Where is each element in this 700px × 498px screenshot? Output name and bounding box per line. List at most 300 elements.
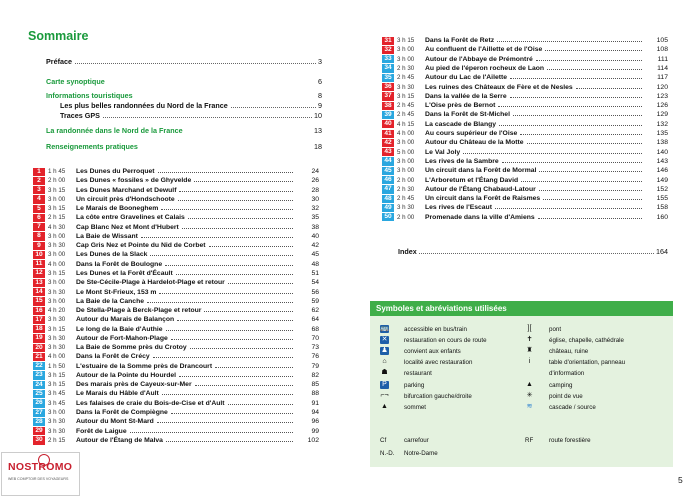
route-title: L'Oise près de Bernot <box>425 102 496 110</box>
toc-entry[interactable] <box>46 126 322 136</box>
route-number-badge: 26 <box>33 399 45 407</box>
route-page: 138 <box>656 139 668 147</box>
leader-dots <box>204 311 293 312</box>
route-title: L'estuaire de la Somme près de Drancourt <box>76 362 213 370</box>
logo-tagline: WEB COMPTOIR DES VOYAGEURS <box>8 477 69 481</box>
parking-icon: P <box>380 381 389 389</box>
route-page: 40 <box>311 232 319 240</box>
route-number-badge: 22 <box>33 362 45 370</box>
route-row[interactable] <box>382 185 668 194</box>
route-row[interactable] <box>33 315 319 324</box>
route-number-badge: 36 <box>382 83 394 91</box>
abbreviation-code: N.-D. <box>380 450 395 457</box>
route-duration: 3 h 30 <box>48 334 66 342</box>
leader-dots <box>195 385 293 386</box>
route-duration: 3 h 30 <box>48 427 66 435</box>
route-title: Le Val Joly <box>425 148 461 156</box>
route-title: La côte entre Gravelines et Calais <box>76 214 185 222</box>
route-number-badge: 39 <box>382 111 394 119</box>
legend-label: accessible en bus/train <box>404 326 467 333</box>
leader-dots <box>147 302 293 303</box>
route-page: 120 <box>656 83 668 91</box>
child-icon: ♟ <box>381 347 388 355</box>
leader-dots <box>538 218 642 219</box>
route-title: La Baie de Somme près du Crotoy <box>76 344 187 352</box>
route-row[interactable] <box>382 166 668 175</box>
legend-label: pont <box>549 326 562 333</box>
route-page: 35 <box>311 214 319 222</box>
toc-entry[interactable] <box>60 101 322 111</box>
route-duration: 3 h 30 <box>48 288 66 296</box>
route-page: 85 <box>311 381 319 389</box>
route-duration: 3 h 45 <box>48 399 66 407</box>
legend-label: table d'orientation, panneau <box>549 359 626 367</box>
route-page: 54 <box>311 279 319 287</box>
route-duration: 2 h 45 <box>397 74 415 82</box>
route-row[interactable] <box>382 45 668 54</box>
route-title: Un circuit dans la Forêt de Mormal <box>425 167 537 175</box>
route-page: 28 <box>311 186 319 194</box>
route-number-badge: 45 <box>382 167 394 175</box>
leader-dots <box>539 171 642 172</box>
route-duration: 2 h 00 <box>397 176 415 184</box>
leader-dots <box>510 97 642 98</box>
toc-entry-title: La randonnée dans le Nord de la France <box>46 126 183 135</box>
route-duration: 1 h 50 <box>48 362 66 370</box>
route-title: Autour de l'Étang Chabaud-Latour <box>425 185 536 193</box>
toc-entry-page: 3 <box>318 57 322 66</box>
leader-dots <box>194 181 293 182</box>
route-row[interactable] <box>33 195 319 204</box>
leader-dots <box>209 246 293 247</box>
orientation-icon: i <box>528 358 531 366</box>
route-row[interactable] <box>33 352 319 361</box>
route-row[interactable] <box>382 176 668 185</box>
leader-dots <box>161 209 293 210</box>
route-duration: 2 h 30 <box>397 185 415 193</box>
legend-label: cascade / source <box>549 403 596 411</box>
route-page: 158 <box>656 204 668 212</box>
route-page: 30 <box>311 195 319 203</box>
route-duration: 3 h 15 <box>397 37 415 44</box>
leader-dots <box>539 190 642 191</box>
route-page: 96 <box>311 418 319 426</box>
restaurant-icon: ✕ <box>381 336 388 344</box>
route-title: Les falaises de craie du Bois-de-Cise et d'Ault <box>76 399 225 407</box>
route-page: 94 <box>311 409 319 417</box>
legend-heading: Symboles et abréviations utilisées <box>370 301 673 316</box>
route-number-badge: 23 <box>33 371 45 379</box>
viewpoint-icon: ✳ <box>526 391 533 399</box>
leader-dots <box>166 441 293 442</box>
route-duration: 3 h 15 <box>48 371 66 379</box>
legend-label: restaurant <box>404 370 432 378</box>
index-label: Index <box>398 247 417 256</box>
route-number-badge: 41 <box>382 130 394 138</box>
route-page: 45 <box>311 251 319 259</box>
leader-dots <box>521 181 642 182</box>
route-duration: 3 h 30 <box>48 418 66 426</box>
leader-dots <box>179 376 293 377</box>
leader-dots <box>150 255 293 256</box>
route-row[interactable] <box>33 399 319 408</box>
route-page: 82 <box>311 371 319 379</box>
leader-dots <box>510 78 642 79</box>
abbreviation-label: Notre-Dame <box>404 450 438 457</box>
route-duration: 3 h 00 <box>397 167 415 175</box>
legend-label: parking <box>404 381 425 389</box>
route-duration: 3 h 45 <box>48 390 66 398</box>
toc-entry[interactable] <box>46 142 322 152</box>
route-row[interactable] <box>33 436 319 445</box>
route-duration: 3 h 15 <box>48 325 66 333</box>
route-number-badge: 25 <box>33 390 45 398</box>
route-number-badge: 46 <box>382 176 394 184</box>
route-number-badge: 14 <box>33 288 45 296</box>
route-number-badge: 27 <box>33 409 45 417</box>
toc-entry-title: Renseignements pratiques <box>46 142 138 151</box>
legend-label: château, ruine <box>549 348 589 356</box>
route-title: Les Dunes et la Forêt d'Écault <box>76 269 173 277</box>
leader-dots <box>497 41 642 42</box>
route-number-badge: 30 <box>33 436 45 444</box>
route-number-badge: 34 <box>382 64 394 72</box>
route-duration: 3 h 30 <box>48 344 66 352</box>
toc-entry-page: 10 <box>314 111 322 120</box>
route-number-badge: 3 <box>33 186 45 194</box>
route-duration: 3 h 00 <box>48 195 66 203</box>
route-title: Autour du Lac de l'Ailette <box>425 74 508 82</box>
route-row[interactable] <box>382 129 668 138</box>
route-row[interactable] <box>382 203 668 212</box>
toc-entry-title: Les plus belles randonnées du Nord de la France <box>60 101 228 110</box>
route-number-badge: 31 <box>382 37 394 45</box>
route-row[interactable] <box>33 288 319 297</box>
route-row[interactable] <box>33 371 319 380</box>
route-number-badge: 42 <box>382 139 394 147</box>
route-row[interactable] <box>33 269 319 278</box>
leader-dots <box>543 199 642 200</box>
route-number-badge: 48 <box>382 195 394 203</box>
leader-dots <box>130 432 293 433</box>
leader-dots <box>188 218 293 219</box>
abbreviation-code: RF <box>525 437 534 444</box>
route-duration: 3 h 15 <box>48 186 66 194</box>
route-title: Autour de l'Abbaye de Prémontré <box>425 55 533 63</box>
route-number-badge: 6 <box>33 214 45 222</box>
leader-dots <box>545 50 642 51</box>
route-row[interactable] <box>33 306 319 315</box>
route-title: Au cours supérieur de l'Oise <box>425 130 518 137</box>
route-row[interactable] <box>33 389 319 398</box>
route-duration: 3 h 00 <box>397 55 415 63</box>
toc-entry-page: 8 <box>318 91 322 100</box>
route-number-badge: 20 <box>33 344 45 352</box>
route-number-badge: 49 <box>382 204 394 212</box>
legend-box <box>370 301 673 467</box>
route-row[interactable] <box>33 186 319 195</box>
route-row[interactable] <box>382 213 668 222</box>
leader-dots <box>153 357 293 358</box>
route-title: Dans la Forêt de St-Michel <box>425 111 510 119</box>
route-duration: 3 h 00 <box>397 46 415 54</box>
route-number-badge: 33 <box>382 55 394 63</box>
route-title: Au pied de l'éperon rocheux de Laon <box>425 64 545 72</box>
route-duration: 4 h 30 <box>48 223 66 231</box>
route-duration: 4 h 20 <box>48 307 66 315</box>
route-page: 56 <box>311 288 319 296</box>
route-title: Autour du Château de la Motte <box>425 139 524 147</box>
toc-entry-title: Préface <box>46 57 72 66</box>
route-page: 48 <box>311 260 319 268</box>
toc-entry-page: 13 <box>314 126 322 135</box>
restaurant-house-icon: ☗ <box>381 369 388 377</box>
route-number-badge: 24 <box>33 381 45 389</box>
route-page: 149 <box>656 176 668 184</box>
route-row[interactable] <box>382 73 668 82</box>
route-row[interactable] <box>33 343 319 352</box>
route-duration: 3 h 15 <box>397 92 415 100</box>
route-row[interactable] <box>382 55 668 64</box>
route-duration: 2 h 45 <box>397 111 415 119</box>
route-page: 108 <box>656 46 668 54</box>
route-title: Cap Gris Nez et Pointe du Nid de Corbet <box>76 242 206 250</box>
route-row[interactable] <box>33 408 319 417</box>
route-row[interactable] <box>382 92 668 101</box>
route-row[interactable] <box>33 167 319 176</box>
route-duration: 3 h 30 <box>48 316 66 324</box>
toc-entry[interactable] <box>46 57 322 67</box>
legend-label: bifurcation gauche/droite <box>404 392 472 400</box>
leader-dots <box>171 413 293 414</box>
route-title: Un circuit dans la Forêt de Raismes <box>425 195 541 203</box>
route-row[interactable] <box>382 64 668 73</box>
route-duration: 2 h 00 <box>48 177 66 185</box>
route-title: La Baie de la Canche <box>76 297 144 305</box>
toc-entry-page: 9 <box>318 101 322 110</box>
route-page: 62 <box>311 307 319 315</box>
route-row[interactable] <box>33 204 319 213</box>
route-title: Des marais près de Cayeux-sur-Mer <box>76 381 192 389</box>
leader-dots <box>177 320 293 321</box>
route-number-badge: 21 <box>33 353 45 361</box>
abbreviation-label: route forestière <box>549 437 591 444</box>
legend-label: église, chapelle, cathédrale <box>549 337 624 345</box>
route-title: Le Marais du Hâble d'Ault <box>76 390 159 398</box>
route-duration: 3 h 15 <box>48 205 66 213</box>
route-number-badge: 2 <box>33 177 45 185</box>
route-title: Autour de l'Étang de Malva <box>76 436 163 444</box>
route-number-badge: 13 <box>33 279 45 287</box>
leader-dots <box>190 348 293 349</box>
toc-entry[interactable] <box>46 77 322 87</box>
bridge-icon: ][ <box>527 325 532 332</box>
route-row[interactable] <box>33 278 319 287</box>
route-page: 123 <box>656 92 668 100</box>
leader-dots <box>182 228 293 229</box>
route-duration: 2 h 15 <box>48 214 66 222</box>
route-page: 68 <box>311 325 319 333</box>
route-page: 132 <box>656 120 668 128</box>
route-row[interactable] <box>382 194 668 203</box>
leader-dots <box>463 153 642 154</box>
route-number-badge: 19 <box>33 334 45 342</box>
route-title: Au confluent de l'Aillette et de l'Oise <box>425 46 543 54</box>
route-number-badge: 43 <box>382 148 394 156</box>
route-row[interactable] <box>33 260 319 269</box>
route-page: 102 <box>307 436 319 444</box>
route-page: 129 <box>656 111 668 119</box>
route-row[interactable] <box>33 176 319 185</box>
route-page: 51 <box>311 269 319 277</box>
leader-dots <box>495 208 642 209</box>
legend-label: point de vue <box>549 392 583 400</box>
route-title: Dans la Forêt de Retz <box>425 37 495 44</box>
route-title: Le Mont St-Frieux, 153 m <box>76 288 157 296</box>
route-title: Dans la vallée de la Serre <box>425 92 507 100</box>
route-duration: 3 h 30 <box>397 83 415 91</box>
route-row[interactable] <box>33 241 319 250</box>
route-number-badge: 17 <box>33 316 45 324</box>
route-page: 143 <box>656 157 668 165</box>
route-title: Forêt de Laigue <box>76 427 127 435</box>
route-row[interactable] <box>382 101 668 110</box>
nostromo-logo <box>1 452 80 496</box>
route-duration: 3 h 00 <box>48 251 66 259</box>
route-duration: 5 h 00 <box>397 148 415 156</box>
route-duration: 3 h 00 <box>397 157 415 165</box>
leader-dots <box>179 191 293 192</box>
leader-dots <box>215 367 293 368</box>
route-page: 73 <box>311 344 319 352</box>
route-page: 111 <box>657 55 668 63</box>
route-duration: 3 h 00 <box>48 279 66 287</box>
route-duration: 2 h 45 <box>397 102 415 110</box>
route-page: 160 <box>656 213 668 221</box>
route-row[interactable] <box>33 223 319 232</box>
route-row[interactable] <box>33 334 319 343</box>
toc-entry[interactable] <box>60 111 322 121</box>
route-page: 114 <box>657 64 668 72</box>
route-row[interactable] <box>33 427 319 436</box>
route-number-badge: 50 <box>382 213 394 221</box>
route-title: Les rives de l'Escaut <box>425 204 492 212</box>
route-page: 126 <box>656 102 668 110</box>
route-row[interactable] <box>33 325 319 334</box>
toc-entry-title: Traces GPS <box>60 111 100 120</box>
route-duration: 2 h 15 <box>48 436 66 444</box>
waterfall-icon: ≋ <box>526 402 533 410</box>
route-row[interactable] <box>382 110 668 119</box>
legend-label: sommet <box>404 403 427 411</box>
route-duration: 3 h 00 <box>48 232 66 240</box>
route-title: Dans la Forêt de Boulogne <box>76 260 163 268</box>
route-page: 117 <box>657 74 668 82</box>
logo-name: NOSTROMO <box>8 461 73 473</box>
leader-dots <box>165 265 293 266</box>
route-number-badge: 9 <box>33 242 45 250</box>
route-title: De Ste-Cécile-Plage à Hardelot-Plage et retour <box>76 279 225 287</box>
leader-dots <box>536 60 642 61</box>
route-number-badge: 16 <box>33 307 45 315</box>
route-title: Le long de la Baie d'Authie <box>76 325 163 333</box>
route-page: 79 <box>311 362 319 370</box>
index-entry[interactable] <box>398 247 668 257</box>
route-title: Les rives de la Sambre <box>425 157 499 165</box>
route-page: 32 <box>311 205 319 213</box>
route-number-badge: 10 <box>33 251 45 259</box>
route-row[interactable] <box>33 213 319 222</box>
route-page: 105 <box>656 37 668 44</box>
leader-dots <box>171 339 293 340</box>
church-icon: ✝ <box>526 336 533 344</box>
route-row[interactable] <box>33 297 319 306</box>
leader-dots <box>159 293 293 294</box>
route-row[interactable] <box>33 417 319 426</box>
route-row[interactable] <box>33 232 319 241</box>
toc-entry-title: Informations touristiques <box>46 91 133 100</box>
route-row[interactable] <box>33 250 319 259</box>
route-page: 24 <box>311 168 319 175</box>
route-page: 88 <box>311 390 319 398</box>
route-title: Dans la Forêt de Crécy <box>76 353 150 361</box>
route-row[interactable] <box>382 83 668 92</box>
route-page: 152 <box>656 185 668 193</box>
leader-dots <box>527 143 642 144</box>
toc-entry[interactable] <box>46 91 322 101</box>
route-row[interactable] <box>382 138 668 147</box>
leader-dots <box>162 394 293 395</box>
route-number-badge: 4 <box>33 195 45 203</box>
castle-icon: ♜ <box>526 347 533 355</box>
legend-spacer <box>525 369 534 377</box>
toc-entry-page: 18 <box>314 142 322 151</box>
route-number-badge: 44 <box>382 157 394 165</box>
route-title: La Baie de Wissant <box>76 232 138 240</box>
route-number-badge: 1 <box>33 168 45 176</box>
route-duration: 3 h 15 <box>48 381 66 389</box>
route-row[interactable] <box>382 157 668 166</box>
route-row[interactable] <box>33 362 319 371</box>
route-title: Autour de Fort-Mahon-Plage <box>76 334 168 342</box>
route-duration: 1 h 45 <box>48 168 66 175</box>
leader-dots <box>178 200 293 201</box>
route-row[interactable] <box>382 36 668 45</box>
route-page: 38 <box>311 223 319 231</box>
route-row[interactable] <box>382 148 668 157</box>
route-number-badge: 11 <box>33 260 45 268</box>
route-number-badge: 8 <box>33 232 45 240</box>
route-duration: 4 h 00 <box>48 353 66 361</box>
route-page: 76 <box>311 353 319 361</box>
route-page: 26 <box>311 177 319 185</box>
route-number-badge: 40 <box>382 120 394 128</box>
route-title: Autour du Marais de Balançon <box>76 316 175 324</box>
route-row[interactable] <box>33 380 319 389</box>
route-page: 91 <box>311 399 319 407</box>
leader-dots <box>520 134 642 135</box>
route-title: Dans la Forêt de Compiègne <box>76 409 168 417</box>
route-row[interactable] <box>382 120 668 129</box>
route-number-badge: 35 <box>382 74 394 82</box>
leader-dots <box>498 106 642 107</box>
route-number-badge: 29 <box>33 427 45 435</box>
route-duration: 3 h 30 <box>397 204 415 212</box>
leader-dots <box>166 330 293 331</box>
route-title: L'Arboretum et l'Étang David <box>425 176 519 184</box>
route-number-badge: 32 <box>382 46 394 54</box>
index-page: 164 <box>656 247 668 256</box>
